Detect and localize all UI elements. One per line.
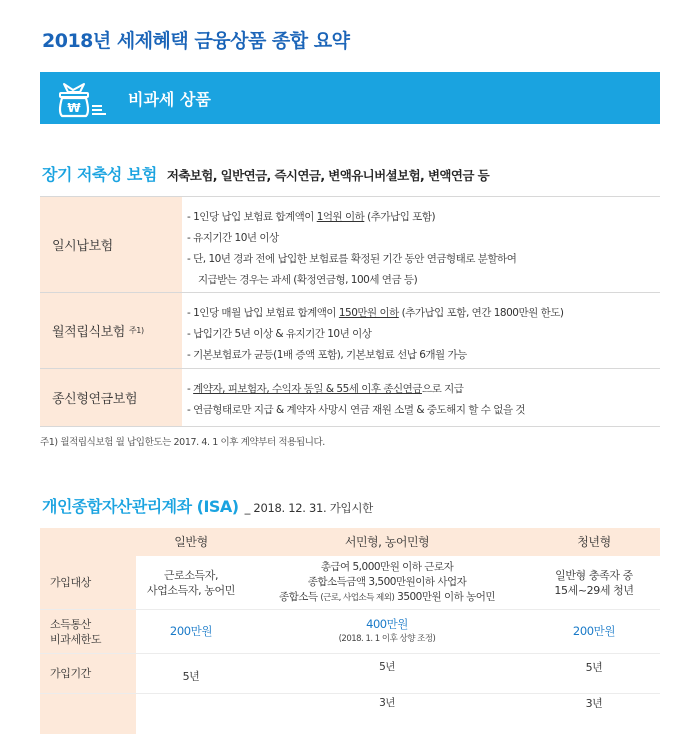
- condition-line: [187, 207, 660, 228]
- cell-text-small: (근로, 사업소득 제외): [320, 592, 395, 603]
- table-cell: 5년: [182, 670, 200, 683]
- row-label: [40, 293, 182, 368]
- table-row: [40, 197, 660, 293]
- table-cell: [246, 556, 528, 609]
- line-text: - 단, 10년 경과 전에 납입한 보험료를 확정된 기간 동안 연금형태로 분할하여: [187, 253, 517, 265]
- table-cell: 3년: [379, 697, 395, 709]
- header-cell: 청년형: [577, 534, 611, 549]
- row-label-text: 종신형연금보험: [52, 392, 138, 407]
- underlined-text: 계약자, 피보험자, 수익자 동일 & 55세 이후 종신연금: [193, 383, 422, 395]
- line-text: - 기본보험료가 균등(1배 증액 포함), 기본보험료 선납 6개월 가능: [187, 349, 467, 361]
- line-text: - 1인당 납입 보험료 합계액이: [187, 211, 317, 223]
- line-text: - 1인당 매월 납입 보험료 합계액이: [187, 307, 339, 319]
- header-cell: 일반형: [174, 534, 208, 549]
- condition-line: [187, 324, 660, 345]
- table-cell: 5년: [585, 661, 603, 674]
- won-symbol: ₩: [67, 101, 81, 115]
- row-label: [40, 197, 182, 292]
- condition-line: [187, 228, 660, 249]
- row-label-line: 소득통산: [50, 617, 91, 631]
- table-cell: [528, 556, 660, 609]
- line-text: (추가납입 포함, 연간 1800만원 한도): [398, 307, 564, 319]
- line-text: (추가납입 포함): [364, 211, 436, 223]
- row-label: [40, 610, 136, 653]
- header-cell: 서민형, 농어민형: [344, 534, 430, 549]
- section-header-isa: [42, 494, 373, 517]
- table-cell: 200만원: [169, 624, 213, 638]
- cell-line: 일반형 충족자 중: [555, 568, 633, 582]
- row-label: [40, 369, 182, 426]
- row-label: [40, 694, 136, 734]
- table-cell: [136, 694, 246, 734]
- section-banner: [40, 72, 660, 124]
- condition-line: [187, 379, 660, 400]
- money-bag-icon: [40, 72, 116, 124]
- line-text: - 연금형태로만 지급 & 계약자 사망시 연금 재원 소멸 & 중도해지 할 수 없을 것: [187, 404, 526, 416]
- condition-line: [187, 345, 660, 366]
- section-title: 장기 저축성 보험: [42, 165, 157, 184]
- underlined-text: 1억원 이하: [316, 211, 365, 223]
- footnote: 주1) 월적립식보험 월 납입한도는 2017. 4. 1 이후 계약부터 적용됩니다.: [40, 437, 325, 448]
- cell-line: 400만원: [366, 616, 408, 631]
- cell-line: 근로소득자,: [163, 568, 219, 582]
- row-content: [182, 369, 660, 426]
- table-cell: 5년: [379, 661, 395, 673]
- table-row: [40, 654, 660, 694]
- table-row: [40, 293, 660, 369]
- line-text: - 유지기간 10년 이상: [187, 232, 279, 244]
- condition-line: [187, 270, 660, 291]
- table-header-row: [40, 528, 660, 556]
- table-row: [40, 694, 660, 734]
- table-row: [40, 369, 660, 427]
- cell-line: 총급여 5,000만원 이하 근로자: [320, 560, 454, 573]
- line-text: 지급받는 경우는 과세 (확정연금형, 100세 연금 등): [198, 274, 418, 286]
- cell-line: 15세~29세 청년: [554, 583, 634, 597]
- cell-text: 종합소득: [278, 590, 321, 603]
- row-content: [182, 293, 660, 368]
- line-text: -: [187, 383, 194, 395]
- condition-line: [187, 400, 660, 421]
- cell-line: [279, 590, 495, 606]
- cell-line: 종합소득금액 3,500만원이하 사업자: [307, 575, 467, 588]
- section-subtitle: 저축보험, 일반연금, 즉시연금, 변액유니버셜보험, 변액연금 등: [166, 168, 490, 183]
- row-label: 가입대상: [40, 556, 136, 609]
- row-label-text: 일시납보험: [52, 239, 113, 254]
- table-row: [40, 610, 660, 654]
- row-label-line: 비과세한도: [50, 632, 102, 646]
- row-label: 가입기간: [40, 654, 136, 693]
- row-label-text: 월적립식보험: [52, 325, 125, 340]
- row-content: [182, 197, 660, 292]
- cell-line: 사업소득자, 농어민: [146, 583, 235, 597]
- line-text: - 납입기간 5년 이상 & 유지기간 10년 이상: [187, 328, 372, 340]
- condition-line: [187, 303, 660, 324]
- table-cell: [136, 556, 246, 609]
- table-cell: 200만원: [572, 624, 616, 638]
- section-header-insurance: [42, 162, 489, 185]
- underlined-text: 150만원 이하: [338, 307, 399, 319]
- footnote-marker: 주1): [128, 326, 144, 335]
- condition-line: [187, 249, 660, 270]
- cell-note: (2018. 1. 1 이후 상향 조정): [338, 633, 436, 644]
- section-title: 개인종합자산관리계좌 (ISA): [42, 497, 239, 516]
- section-subtitle: _ 2018. 12. 31. 가입시한: [244, 501, 373, 515]
- insurance-table: [40, 196, 660, 427]
- table-cell: 3년: [585, 697, 603, 710]
- cell-text: 3500만원 이하 농어민: [394, 590, 496, 603]
- table-cell: [246, 610, 528, 653]
- line-text: 으로 지급: [421, 383, 464, 395]
- table-row: [40, 556, 660, 610]
- banner-title: 비과세 상품: [128, 89, 211, 109]
- isa-table: [40, 528, 660, 734]
- page-title: 2018년 세제혜택 금융상품 종합 요약: [42, 30, 350, 52]
